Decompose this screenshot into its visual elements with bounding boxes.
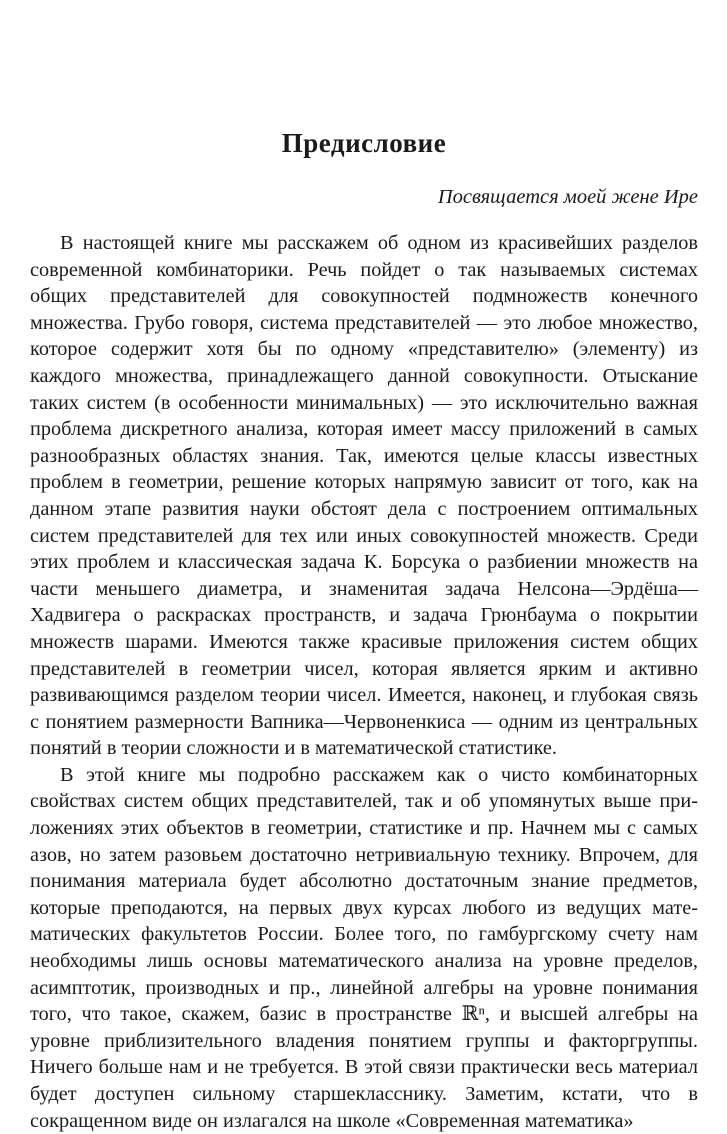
body-text xyxy=(30,230,698,1134)
page-title: Предисловие xyxy=(281,128,447,158)
paragraph-2: В этой книге мы подробно расскажем как о чисто комбинаторных свойствах систем общих представителей, так и об упомянутых выше приложениях этих объектов в геометрии, статистике и пр. Начнем мы с самых азов, но затем разовьем достаточно нетривиальную технику. Впрочем, для понимания материала будет абсолютно достаточным знание предметов, которые преподаются, на первых двух курсах любого из ведущих математических факультетов России. Более того, по гамбургскому счету нам необходимы лишь основы математического анализа на уровне пределов, асимптотик, производных и пр., линейной алгебры на уровне понимания того, что такое, скажем, базис в пространстве ℝⁿ, и высшей алгебры на уровне приблизительного владения понятием группы и факторгруппы. Ничего больше нам и не требуется. В этой связи практически весь материал будет доступен сильному старшекласснику. Заметим, кстати, что в сокращенном виде он излагался на школе «Современная математика» xyxy=(30,763,698,1132)
book-page xyxy=(30,0,698,1134)
paragraph-1: В настоящей книге мы расскажем об одном из красивейших разделов современной комбинаторики. Речь пойдет о так называемых системах общих представителей для совокупностей подмножеств конечного множества. Грубо говоря, система представителей — это любое множество, которое содержит хотя бы по одному «представителю» (элементу) из каждого множества, принадлежащего данной совокупности. Отыскание таких систем (в особенности минимальных) — это исключительно важная проблема дискретного анализа, которая имеет массу приложений в самых разнообразных областях знания. Так, имеются целые классы известных проблем в геометрии, решение которых напрямую зависит от того, как на данном этапе развития науки обстоят дела с построением оптимальных систем представителей для тех или иных совокупностей множеств. Среди этих проблем и классическая задача К. Борсука о разбиении множеств на части меньшего диаметра, и знаменитая задача Нелсона—Эрдёша—Хадвигера о раскрасках пространств, и задача Грюнбаума о покрытии множеств шарами. Имеются также красивые приложения систем общих представителей в геометрии чисел, которая является ярким и активно развивающимся разделом теории чисел. Имеется, наконец, и глубокая связь с понятием размерности Вапника—Червоненкиса — одним из центральных понятий в теории сложности и в математической статистике. xyxy=(30,232,698,760)
dedication: Посвящается моей жене Ире xyxy=(437,186,698,208)
